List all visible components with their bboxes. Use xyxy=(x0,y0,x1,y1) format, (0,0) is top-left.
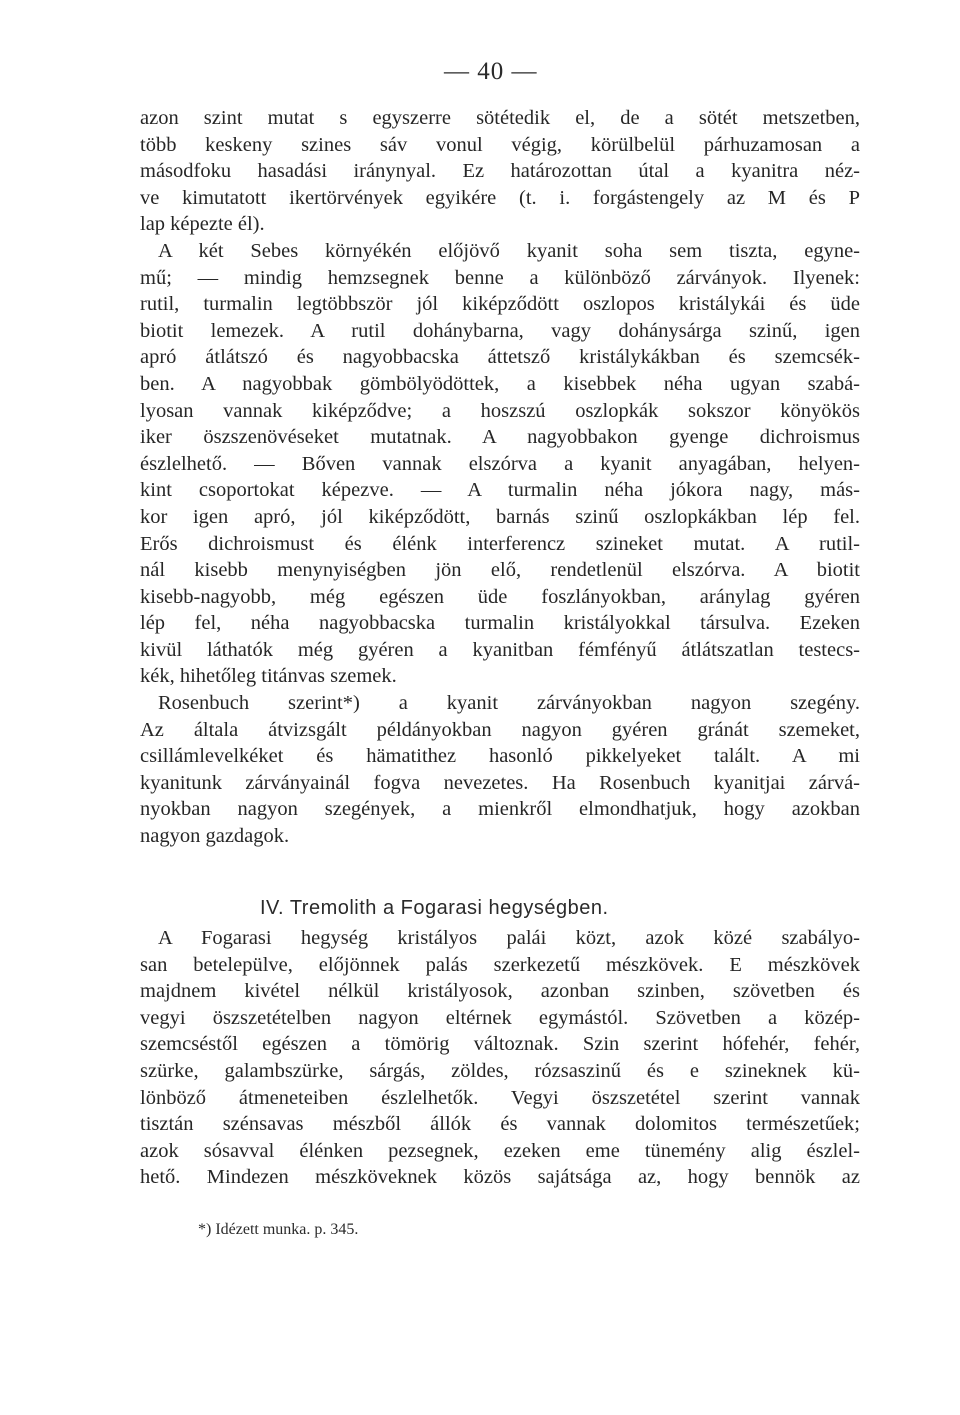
section-heading: IV. Tremolith a Fogarasi hegységben. xyxy=(260,897,609,919)
text-line: A Fogarasi hegység kristályos palái közt, azok közé szabályo- xyxy=(158,927,860,949)
text-line: szürke, galambszürke, sárgás, zöldes, rózsaszinű és e szineknek kü- xyxy=(140,1059,860,1082)
text-line: csillámlevelkéket és hämatithez hasonló pikkelyeket talált. A mi xyxy=(140,745,860,768)
text-line: azon szint mutat s egyszerre sötétedik el, de a sötét metszetben, xyxy=(140,107,860,129)
text-line: több keskeny szines sáv vonul végig, körülbelül párhuzamosan a xyxy=(140,133,860,156)
text-line: ve kimutatott ikertörvények egyikére (t. i. forgástengely az M és P xyxy=(140,186,860,209)
text-line: lyosan vannak kiképződve; a hoszszú oszlopkák sokszor könyökös xyxy=(140,399,860,422)
text-line: kék, hihetőleg titánvas szemek. xyxy=(140,665,397,688)
text-line: nagyon gazdagok. xyxy=(140,825,290,848)
section-paragraph-block xyxy=(140,925,860,1191)
text-line: iker öszszenövéseket mutatnak. A nagyobbakon gyenge dichroismus xyxy=(140,426,860,449)
text-line: azok sósavval élénken pezsegnek, ezeken eme tünemény alig észlel- xyxy=(140,1139,860,1162)
text-line: rutil, turmalin legtöbbször jól kiképződött oszlopos kristálykái és üde xyxy=(140,293,860,316)
text-line: észlelhető. — Bőven vannak elszórva a kyanit anyagában, helyen- xyxy=(140,452,860,475)
page-number: — 40 — xyxy=(444,58,538,85)
text-line: mű; — mindig hemzsegnek benne a különböző zárványok. Ilyenek: xyxy=(140,266,860,289)
text-line: Rosenbuch szerint*) a kyanit zárványokban nagyon szegény. xyxy=(158,692,860,715)
text-line: kisebb-nagyobb, még egészen üde foszlányokban, aránylag gyéren xyxy=(140,585,860,608)
text-line: apró átlátszó és nagyobbacska áttetsző kristálykákban és szemcsék- xyxy=(140,346,860,369)
text-line: vegyi öszszetételben nagyon eltérnek egymástól. Szövetben a közép- xyxy=(140,1006,860,1029)
text-line: majdnem kivétel nélkül kristályosok, azonban szinben, szövetben és xyxy=(140,980,860,1003)
text-line: nál kisebb menynyiségben jön elő, rendetlenül elszórva. A biotit xyxy=(140,559,860,582)
text-line: kivül láthatók még gyéren a kyanitban fémfényű átlátszatlan testecs- xyxy=(140,638,860,661)
paragraph-block xyxy=(140,105,860,850)
text-line: nyokban nagyon szegények, a mienkről elmondhatjuk, hogy azokban xyxy=(140,798,860,821)
footnote: *) Idézett munka. p. 345. xyxy=(198,1221,359,1238)
text-line: másodfoku hasadási iránynyal. Ez határozottan útal a kyanitra néz- xyxy=(140,160,860,183)
text-line: tisztán szénsavas mészből állók és vannak dolomitos természetűek; xyxy=(140,1113,860,1136)
text-line: hető. Mindezen mészköveknek közös sajátsága az, hogy bennök az xyxy=(140,1166,860,1189)
text-line: szemcséstől egészen a tömörig változnak. Szin szerint hófehér, fehér, xyxy=(140,1033,860,1056)
text-line: lap képezte él). xyxy=(140,213,265,236)
text-line: lönböző átmeneteiben észlelhetők. Vegyi öszszetétel szerint vannak xyxy=(140,1086,860,1109)
text-line: Az általa átvizsgált példányokban nagyon gyéren gránát szemeket, xyxy=(140,718,860,741)
text-line: kyanitunk zárványainál fogva nevezetes. Ha Rosenbuch kyanitjai zárvá- xyxy=(140,771,860,794)
text-line: biotit lemezek. A rutil dohánybarna, vagy dohánysárga szinű, igen xyxy=(140,319,860,342)
text-line: lép fel, néha nagyobbacska turmalin kristályokkal társulva. Ezeken xyxy=(140,612,860,635)
text-line: kint csoportokat képezve. — A turmalin néha jókora nagy, más- xyxy=(140,479,860,502)
text-line: kor igen apró, jól kiképződött, barnás szinű oszlopkákban lép fel. xyxy=(140,505,860,528)
text-line: san betelepülve, előjönnek palás szerkezetű mészkövek. E mészkövek xyxy=(140,953,860,976)
text-line: A két Sebes környékén előjövő kyanit soha sem tiszta, egyne- xyxy=(158,239,860,262)
text-line: ben. A nagyobbak gömbölyödöttek, a kisebbek néha ugyan szabá- xyxy=(140,372,860,395)
text-line: Erős dichroismust és élénk interferencz szineket mutat. A rutil- xyxy=(140,532,860,555)
